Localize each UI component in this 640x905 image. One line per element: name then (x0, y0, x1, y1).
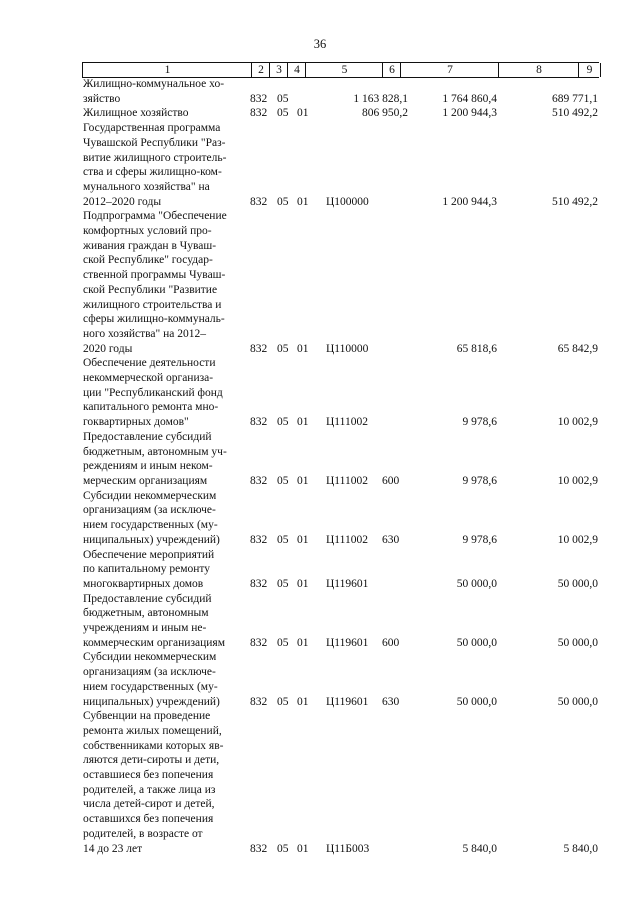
row-ministry-code: 832 (250, 695, 268, 708)
row-amount-col8: 50 000,0 (456, 695, 497, 708)
row-amount-col9: 5 840,0 (563, 842, 598, 855)
row-target-article: Ц119601 (326, 695, 369, 708)
row-target-article: Ц11Б003 (326, 842, 370, 855)
row-section-code: 05 (277, 577, 289, 590)
row-target-article: Ц100000 (326, 195, 369, 208)
row-subsection-code: 01 (297, 107, 309, 120)
table-row (0, 430, 640, 489)
row-subsection-code: 01 (297, 842, 309, 855)
row-ministry-code: 832 (250, 577, 268, 590)
row-amount-col9: 50 000,0 (557, 577, 598, 590)
table-header (82, 62, 599, 78)
row-description: Обеспечение мероприятий по капитальному ремонту многоквартирных домов (83, 548, 215, 590)
row-description: Жилищное хозяйство (83, 107, 189, 120)
header-col-6: 6 (382, 63, 401, 77)
row-subsection-code: 01 (297, 695, 309, 708)
row-description: Субсидии некоммерческим организациям (за исключе- нием государственных (му- ниципальных) учреждений) (83, 651, 220, 708)
row-amount-col8: 1 200 944,3 (442, 107, 497, 120)
row-ministry-code: 832 (250, 416, 268, 429)
row-description: Субвенции на проведение ремонта жилых помещений, собственниками которых яв- ляются дети-сироты и дети, оставшиеся без попечения родителей, а также лица из числа детей-сирот и детей, оставшихся без попечения родителей, в возрасте от 14 до 23 лет (83, 710, 224, 855)
table-body (0, 77, 640, 856)
row-subsection-code: 01 (297, 195, 309, 208)
row-subsection-code: 01 (297, 533, 309, 546)
row-subsection-code: 01 (297, 474, 309, 487)
row-ministry-code: 832 (250, 92, 268, 105)
row-ministry-code: 832 (250, 842, 268, 855)
row-description: Предоставление субсидий бюджетным, автономным учреждениям и иным не- коммерческим организациям (83, 592, 225, 649)
row-description: Субсидии некоммерческим организациям (за исключе- нием государственных (му- ниципальных) учреждений) (83, 489, 220, 546)
row-section-code: 05 (277, 533, 289, 546)
row-section-code: 05 (277, 342, 289, 355)
header-col-9: 9 (578, 63, 601, 77)
row-target-article: Ц111002 (326, 416, 368, 429)
row-amount-col9: 510 492,2 (552, 107, 598, 120)
row-ministry-code: 832 (250, 107, 268, 120)
table-row (0, 106, 640, 121)
header-col-3: 3 (269, 63, 288, 77)
row-subsection-code: 01 (297, 416, 309, 429)
table-row (0, 356, 640, 430)
row-description: Подпрограмма "Обеспечение комфортных условий про- живания граждан в Чуваш- ской Республике" государ- ственной программы Чуваш- ской Республики "Развитие жилищного строительства и сферы жилищно-коммуналь- ного хозяйства" на 2012– 2020 годы (83, 210, 227, 355)
row-description: Жилищно-коммунальное хо- зяйство (83, 78, 225, 105)
row-amount-col9: 10 002,9 (557, 533, 598, 546)
table-row (0, 209, 640, 356)
row-amount-col8: 5 840,0 (462, 842, 497, 855)
row-expense-type: 600 (382, 636, 400, 649)
row-ministry-code: 832 (250, 474, 268, 487)
row-expense-type: 630 (382, 533, 400, 546)
row-expense-type: 630 (382, 695, 400, 708)
table-row (0, 77, 640, 106)
row-ministry-code: 832 (250, 636, 268, 649)
header-col-7: 7 (400, 63, 499, 77)
row-amount-col7: 806 950,2 (362, 107, 408, 120)
row-amount-col9: 10 002,9 (557, 474, 598, 487)
row-target-article: Ц110000 (326, 342, 369, 355)
row-ministry-code: 832 (250, 533, 268, 546)
header-col-1: 1 (82, 63, 252, 77)
row-section-code: 05 (277, 636, 289, 649)
row-amount-col8: 50 000,0 (456, 577, 497, 590)
row-amount-col9: 65 842,9 (557, 342, 598, 355)
row-description: Предоставление субсидий бюджетным, автономным уч- реждениям и иным неком- мерческим организациям (83, 430, 227, 487)
table-row (0, 121, 640, 209)
row-amount-col7: 1 163 828,1 (353, 92, 408, 105)
row-amount-col8: 1 200 944,3 (442, 195, 497, 208)
row-section-code: 05 (277, 695, 289, 708)
row-target-article: Ц111002 (326, 533, 368, 546)
row-amount-col9: 50 000,0 (557, 636, 598, 649)
row-section-code: 05 (277, 107, 289, 120)
row-ministry-code: 832 (250, 195, 268, 208)
row-description: Государственная программа Чувашской Республики "Раз- витие жилищного строитель- ства и сферы жилищно-ком- мунального хозяйства" на 2012–2020 годы (83, 122, 227, 208)
row-ministry-code: 832 (250, 342, 268, 355)
row-section-code: 05 (277, 92, 289, 105)
table-row (0, 709, 640, 856)
row-section-code: 05 (277, 842, 289, 855)
row-amount-col8: 50 000,0 (456, 636, 497, 649)
header-col-2: 2 (251, 63, 270, 77)
row-amount-col8: 65 818,6 (456, 342, 497, 355)
header-col-5: 5 (305, 63, 383, 77)
row-amount-col9: 689 771,1 (552, 92, 598, 105)
row-expense-type: 600 (382, 474, 400, 487)
row-subsection-code: 01 (297, 636, 309, 649)
page-number: 36 (313, 37, 327, 51)
table-row (0, 650, 640, 709)
row-target-article: Ц111002 (326, 474, 368, 487)
row-amount-col9: 50 000,0 (557, 695, 598, 708)
row-amount-col9: 10 002,9 (557, 416, 598, 429)
row-section-code: 05 (277, 474, 289, 487)
table-row (0, 489, 640, 548)
row-amount-col8: 9 978,6 (462, 416, 497, 429)
row-amount-col8: 9 978,6 (462, 474, 497, 487)
row-amount-col9: 510 492,2 (552, 195, 598, 208)
row-amount-col8: 1 764 860,4 (442, 92, 497, 105)
header-col-8: 8 (498, 63, 579, 77)
row-subsection-code: 01 (297, 577, 309, 590)
header-col-4: 4 (287, 63, 306, 77)
row-target-article: Ц119601 (326, 577, 369, 590)
row-section-code: 05 (277, 416, 289, 429)
row-amount-col8: 9 978,6 (462, 533, 497, 546)
row-section-code: 05 (277, 195, 289, 208)
row-subsection-code: 01 (297, 342, 309, 355)
table-row (0, 592, 640, 651)
row-target-article: Ц119601 (326, 636, 369, 649)
row-description: Обеспечение деятельности некоммерческой организа- ции "Республиканский фонд капитального ремонта мно- гоквартирных домов" (83, 357, 223, 429)
table-row (0, 548, 640, 592)
